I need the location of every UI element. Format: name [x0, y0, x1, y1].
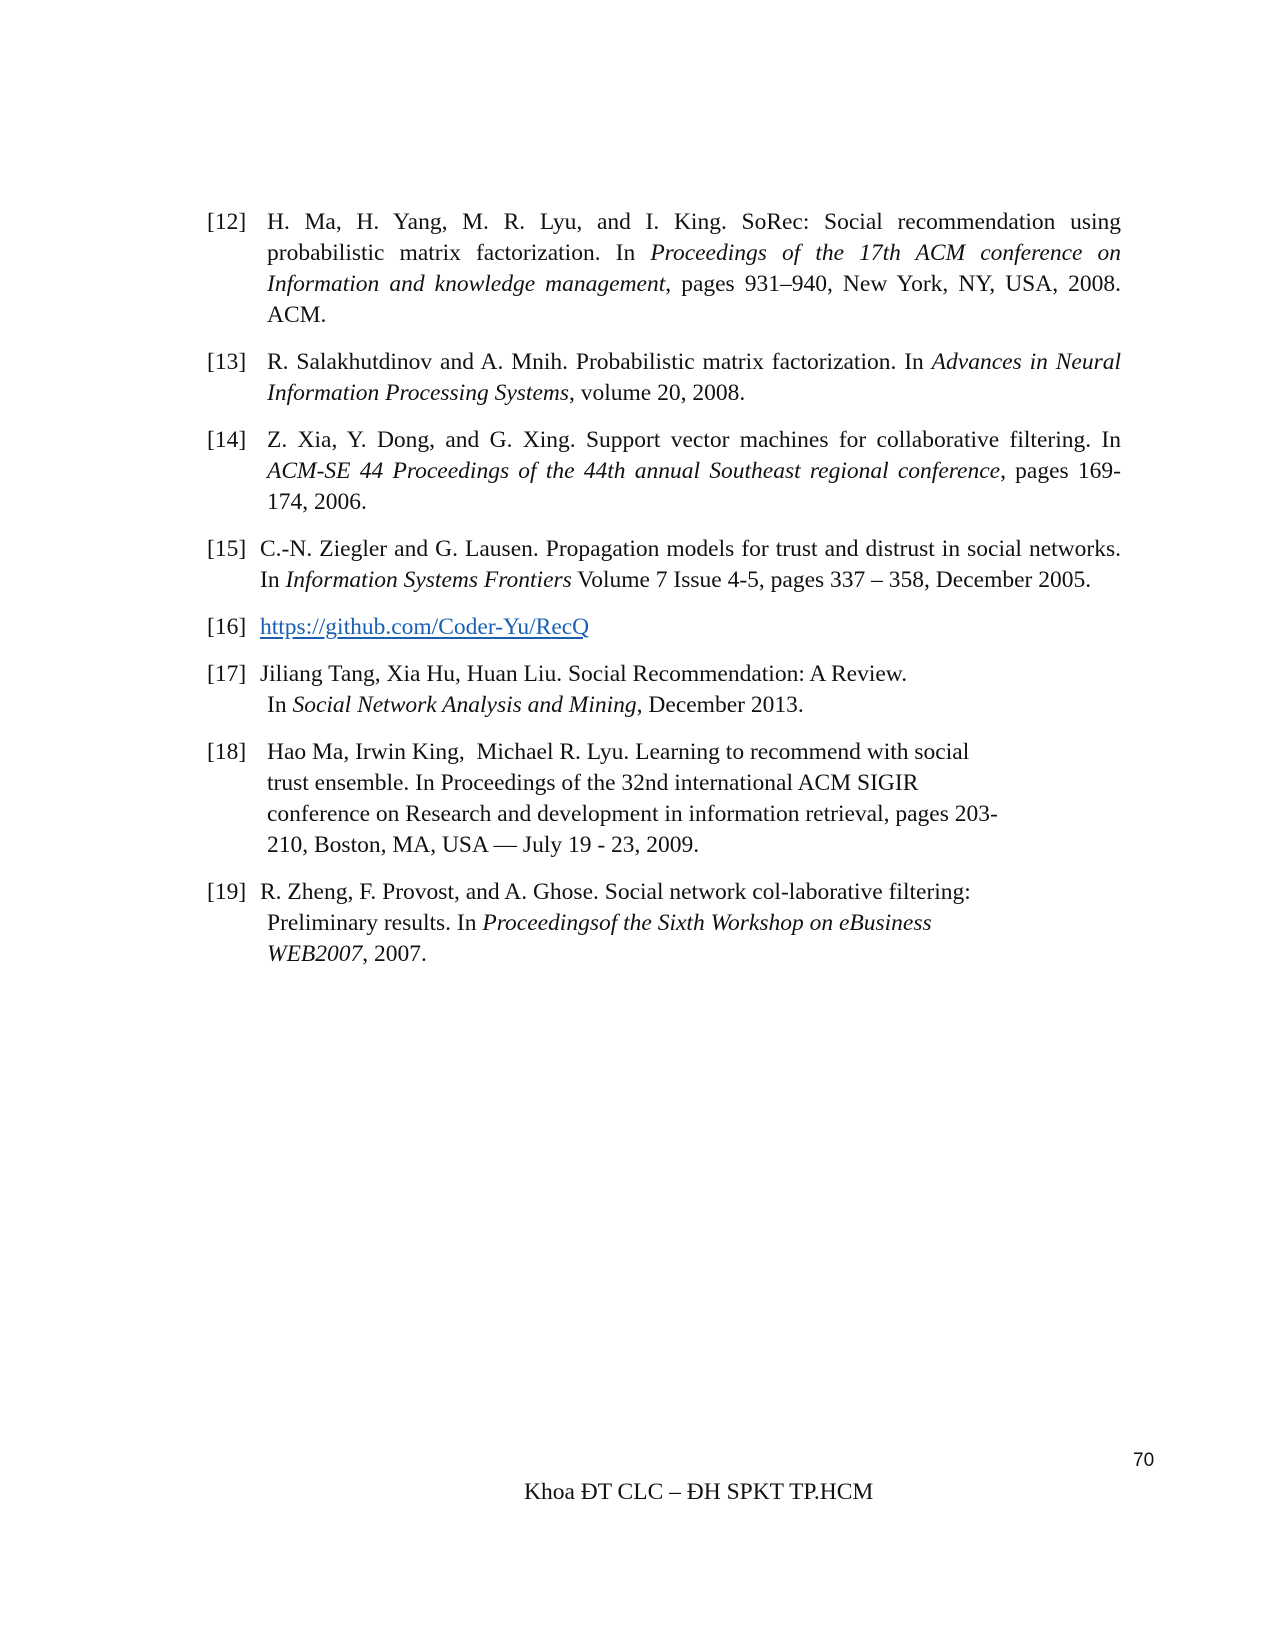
- reference-link[interactable]: https://github.com/Coder-Yu/RecQ: [260, 614, 590, 640]
- reference-number: [17]: [207, 661, 247, 687]
- reference-line: [267, 690, 1121, 721]
- reference-list: [207, 207, 1121, 986]
- reference-item: [207, 737, 1121, 861]
- reference-details: , volume 20, 2008.: [569, 380, 746, 406]
- reference-item: [207, 659, 1121, 721]
- reference-item: [207, 207, 1121, 331]
- reference-number: [16]: [207, 614, 247, 640]
- reference-number: [12]: [207, 209, 247, 235]
- reference-item: [207, 347, 1121, 409]
- reference-venue: WEB2007: [267, 941, 363, 967]
- reference-number: [14]: [207, 427, 247, 453]
- reference-line: [267, 939, 1121, 970]
- reference-details: Volume 7 Issue 4-5, pages 337 – 358, December 2005.: [571, 567, 1092, 593]
- reference-number: [19]: [207, 879, 247, 905]
- reference-venue: Information Systems Frontiers: [285, 567, 572, 593]
- reference-item: [207, 425, 1121, 518]
- reference-venue: Social Network Analysis and Mining: [292, 692, 637, 718]
- reference-venue: Proceedings of the 17th ACM conference on Information and knowledge management: [267, 240, 1121, 297]
- reference-line: trust ensemble. In Proceedings of the 32nd international ACM SIGIR: [267, 770, 919, 796]
- reference-authors-title: Z. Xia, Y. Dong, and G. Xing. Support vector machines for collaborative filtering. In: [267, 427, 1121, 453]
- reference-authors-title: H. Ma, H. Yang, M. R. Lyu, and I. King. SoRec: Social recommendation using probabilistic matrix factorization. In: [267, 209, 1121, 266]
- reference-item: [207, 877, 1121, 970]
- reference-authors-title: R. Salakhutdinov and A. Mnih. Probabilistic matrix factorization. In: [267, 349, 932, 375]
- reference-line: conference on Research and development in information retrieval, pages 203-: [267, 801, 998, 827]
- reference-authors-title: R. Zheng, F. Provost, and A. Ghose. Social network col-laborative filtering:: [260, 879, 971, 905]
- reference-details: , pages 169-174, 2006.: [267, 458, 1121, 515]
- reference-line: [260, 877, 1121, 908]
- reference-authors-title: C.-N. Ziegler and G. Lausen. Propagation models for trust and distrust in social networks. In: [260, 536, 1121, 593]
- reference-text: In: [267, 692, 293, 718]
- reference-line: [267, 908, 1121, 939]
- reference-details: , pages 931–940, New York, NY, USA, 2008. ACM.: [267, 271, 1122, 328]
- reference-text: Preliminary results. In: [267, 910, 483, 936]
- reference-item: [207, 534, 1121, 596]
- reference-item: [207, 612, 1121, 643]
- reference-line: [260, 659, 1121, 690]
- reference-details: , 2007.: [362, 941, 427, 967]
- reference-number: [15]: [207, 536, 247, 562]
- reference-number: [13]: [207, 349, 247, 375]
- reference-authors-title: Jiliang Tang, Xia Hu, Huan Liu. Social Recommendation: A Review.: [260, 661, 908, 687]
- reference-venue: ACM-SE 44 Proceedings of the 44th annual Southeast regional conference: [267, 458, 1001, 484]
- page-footer: Khoa ĐT CLC – ĐH SPKT TP.HCM: [524, 1479, 874, 1505]
- page-number: 70: [1133, 1450, 1155, 1471]
- reference-line: Hao Ma, Irwin King, Michael R. Lyu. Learning to recommend with social: [267, 739, 970, 765]
- reference-venue: Proceedingsof the Sixth Workshop on eBusiness: [482, 910, 932, 936]
- reference-number: [18]: [207, 739, 247, 765]
- reference-venue: Advances in Neural Information Processing Systems: [267, 349, 1121, 406]
- reference-details: , December 2013.: [636, 692, 804, 718]
- reference-line: 210, Boston, MA, USA — July 19 - 23, 2009.: [267, 832, 700, 858]
